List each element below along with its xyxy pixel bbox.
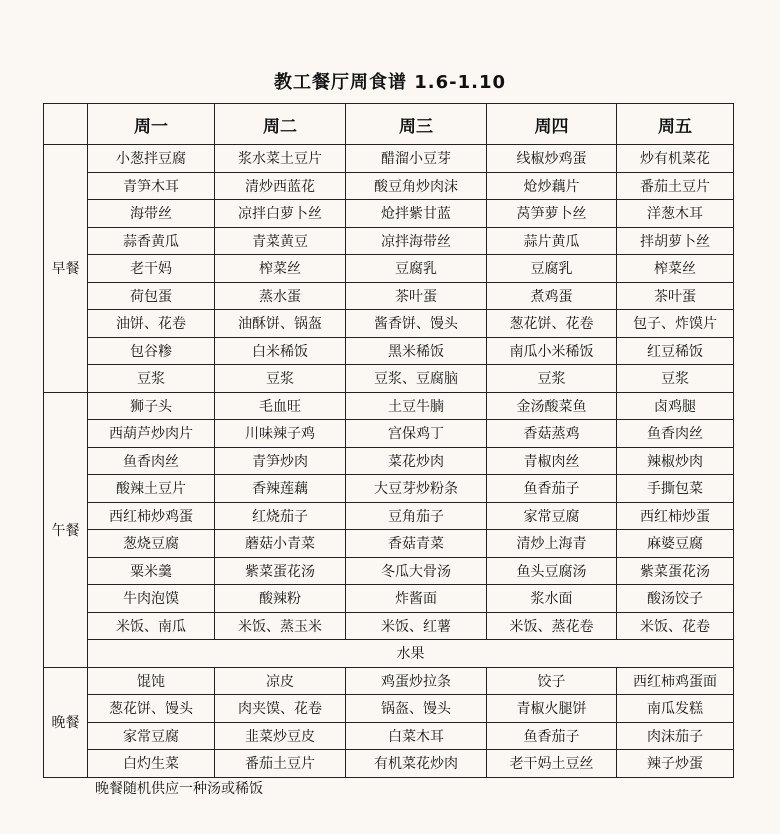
dish-cell: 西红柿炒鸡蛋 <box>88 502 215 530</box>
dish-cell: 豆腐乳 <box>346 255 487 283</box>
meal-label: 晚餐 <box>44 667 88 777</box>
dish-cell: 浆水菜土豆片 <box>215 145 346 173</box>
dish-cell: 豆浆 <box>487 365 617 393</box>
dish-cell: 蒜片黄瓜 <box>487 227 617 255</box>
menu-row <box>44 200 734 228</box>
dish-cell: 线椒炒鸡蛋 <box>487 145 617 173</box>
dish-cell: 豆浆 <box>88 365 215 393</box>
dish-cell: 白米稀饭 <box>215 337 346 365</box>
dish-cell: 青菜黄豆 <box>215 227 346 255</box>
meal-label: 午餐 <box>44 392 88 667</box>
dish-cell: 香菇蒸鸡 <box>487 420 617 448</box>
dish-cell: 鸡蛋炒拉条 <box>346 667 487 695</box>
dish-cell: 拌胡萝卜丝 <box>617 227 734 255</box>
dish-cell: 大豆芽炒粉条 <box>346 475 487 503</box>
menu-row <box>44 227 734 255</box>
menu-row <box>44 750 734 778</box>
dish-cell: 辣子炒蛋 <box>617 750 734 778</box>
dish-cell: 番茄土豆片 <box>215 750 346 778</box>
dish-cell: 老干妈土豆丝 <box>487 750 617 778</box>
dish-cell: 锅盔、馒头 <box>346 695 487 723</box>
dish-cell: 馄饨 <box>88 667 215 695</box>
dish-cell: 番茄土豆片 <box>617 172 734 200</box>
menu-row <box>44 447 734 475</box>
dish-cell: 鱼香茄子 <box>487 475 617 503</box>
dish-cell: 鱼香茄子 <box>487 722 617 750</box>
dish-cell: 酸辣粉 <box>215 585 346 613</box>
dish-cell: 白灼生菜 <box>88 750 215 778</box>
menu-row <box>44 145 734 173</box>
menu-row <box>44 255 734 283</box>
day-header: 周一 <box>88 104 215 145</box>
dish-cell: 鱼香肉丝 <box>88 447 215 475</box>
dish-cell: 酸辣土豆片 <box>88 475 215 503</box>
dish-cell: 清炒上海青 <box>487 530 617 558</box>
dish-cell: 川味辣子鸡 <box>215 420 346 448</box>
menu-row <box>44 365 734 393</box>
day-header: 周二 <box>215 104 346 145</box>
dish-cell: 粟米羹 <box>88 557 215 585</box>
dish-cell: 西红柿炒蛋 <box>617 502 734 530</box>
dish-cell: 莴笋萝卜丝 <box>487 200 617 228</box>
dish-cell: 炝炒藕片 <box>487 172 617 200</box>
menu-row <box>44 310 734 338</box>
dish-cell: 蒸水蛋 <box>215 282 346 310</box>
menu-row <box>44 420 734 448</box>
dish-cell: 土豆牛腩 <box>346 392 487 420</box>
dish-cell: 菜花炒肉 <box>346 447 487 475</box>
dish-cell: 葱花饼、馒头 <box>88 695 215 723</box>
menu-row <box>44 722 734 750</box>
dish-cell: 凉拌海带丝 <box>346 227 487 255</box>
dish-cell: 海带丝 <box>88 200 215 228</box>
dish-cell: 炸酱面 <box>346 585 487 613</box>
dish-cell: 葱烧豆腐 <box>88 530 215 558</box>
dish-cell: 葱花饼、花卷 <box>487 310 617 338</box>
menu-row <box>44 612 734 640</box>
dish-cell: 卤鸡腿 <box>617 392 734 420</box>
dish-cell: 凉皮 <box>215 667 346 695</box>
dish-cell: 青椒肉丝 <box>487 447 617 475</box>
dish-cell: 黑米稀饭 <box>346 337 487 365</box>
menu-row <box>44 172 734 200</box>
dish-cell: 红烧茄子 <box>215 502 346 530</box>
dish-cell: 青笋炒肉 <box>215 447 346 475</box>
dish-cell: 肉沫茄子 <box>617 722 734 750</box>
dish-cell: 荷包蛋 <box>88 282 215 310</box>
dish-cell: 饺子 <box>487 667 617 695</box>
dish-cell: 炝拌紫甘蓝 <box>346 200 487 228</box>
dish-cell: 酸豆角炒肉沫 <box>346 172 487 200</box>
dish-cell: 麻婆豆腐 <box>617 530 734 558</box>
dish-cell: 豆浆 <box>617 365 734 393</box>
dish-cell: 浆水面 <box>487 585 617 613</box>
dish-cell: 米饭、花卷 <box>617 612 734 640</box>
dish-cell: 豆浆 <box>215 365 346 393</box>
dish-cell: 西葫芦炒肉片 <box>88 420 215 448</box>
dish-cell: 榨菜丝 <box>215 255 346 283</box>
dish-cell: 煮鸡蛋 <box>487 282 617 310</box>
dish-cell: 油饼、花卷 <box>88 310 215 338</box>
dish-cell: 蒜香黄瓜 <box>88 227 215 255</box>
menu-row <box>44 530 734 558</box>
menu-row <box>44 475 734 503</box>
dish-cell: 辣椒炒肉 <box>617 447 734 475</box>
dish-cell: 豆浆、豆腐脑 <box>346 365 487 393</box>
menu-row <box>44 585 734 613</box>
meal-label: 早餐 <box>44 145 88 393</box>
menu-row <box>44 502 734 530</box>
dish-cell: 包子、炸馍片 <box>617 310 734 338</box>
fruit-row <box>44 640 734 668</box>
dish-cell: 西红柿鸡蛋面 <box>617 667 734 695</box>
day-header: 周三 <box>346 104 487 145</box>
dish-cell: 紫菜蛋花汤 <box>617 557 734 585</box>
dinner-note: 晚餐随机供应一种汤或稀饭 <box>95 781 263 797</box>
dish-cell: 青笋木耳 <box>88 172 215 200</box>
dish-cell: 米饭、蒸玉米 <box>215 612 346 640</box>
dish-cell: 蘑菇小青菜 <box>215 530 346 558</box>
dish-cell: 狮子头 <box>88 392 215 420</box>
dish-cell: 毛血旺 <box>215 392 346 420</box>
dish-cell: 南瓜小米稀饭 <box>487 337 617 365</box>
dish-cell: 清炒西蓝花 <box>215 172 346 200</box>
dish-cell: 家常豆腐 <box>88 722 215 750</box>
dish-cell: 紫菜蛋花汤 <box>215 557 346 585</box>
dish-cell: 炒有机菜花 <box>617 145 734 173</box>
dish-cell: 冬瓜大骨汤 <box>346 557 487 585</box>
dish-cell: 米饭、红薯 <box>346 612 487 640</box>
menu-row <box>44 282 734 310</box>
dish-cell: 红豆稀饭 <box>617 337 734 365</box>
dish-cell: 茶叶蛋 <box>617 282 734 310</box>
dish-cell: 有机菜花炒肉 <box>346 750 487 778</box>
dish-cell: 家常豆腐 <box>487 502 617 530</box>
page-title: 教工餐厅周食谱 1.6-1.10 <box>273 72 507 93</box>
dish-cell: 洋葱木耳 <box>617 200 734 228</box>
header-row <box>44 104 734 145</box>
day-header: 周四 <box>487 104 617 145</box>
menu-row <box>44 557 734 585</box>
corner-cell <box>44 104 88 145</box>
dish-cell: 鱼香肉丝 <box>617 420 734 448</box>
dish-cell: 榨菜丝 <box>617 255 734 283</box>
fruit-cell: 水果 <box>88 640 734 668</box>
dish-cell: 青椒火腿饼 <box>487 695 617 723</box>
menu-row <box>44 667 734 695</box>
dish-cell: 米饭、蒸花卷 <box>487 612 617 640</box>
dish-cell: 老干妈 <box>88 255 215 283</box>
dish-cell: 米饭、南瓜 <box>88 612 215 640</box>
dish-cell: 牛肉泡馍 <box>88 585 215 613</box>
dish-cell: 豆腐乳 <box>487 255 617 283</box>
dish-cell: 金汤酸菜鱼 <box>487 392 617 420</box>
dish-cell: 包谷糁 <box>88 337 215 365</box>
dish-cell: 茶叶蛋 <box>346 282 487 310</box>
dish-cell: 香辣莲藕 <box>215 475 346 503</box>
dish-cell: 白菜木耳 <box>346 722 487 750</box>
weekly-menu-table <box>43 103 734 778</box>
day-header: 周五 <box>617 104 734 145</box>
dish-cell: 南瓜发糕 <box>617 695 734 723</box>
dish-cell: 豆角茄子 <box>346 502 487 530</box>
menu-row <box>44 695 734 723</box>
dish-cell: 小葱拌豆腐 <box>88 145 215 173</box>
dish-cell: 手撕包菜 <box>617 475 734 503</box>
menu-row <box>44 392 734 420</box>
dish-cell: 宫保鸡丁 <box>346 420 487 448</box>
dish-cell: 油酥饼、锅盔 <box>215 310 346 338</box>
dish-cell: 鱼头豆腐汤 <box>487 557 617 585</box>
dish-cell: 韭菜炒豆皮 <box>215 722 346 750</box>
menu-row <box>44 337 734 365</box>
dish-cell: 肉夹馍、花卷 <box>215 695 346 723</box>
dish-cell: 酱香饼、馒头 <box>346 310 487 338</box>
dish-cell: 酸汤饺子 <box>617 585 734 613</box>
dish-cell: 香菇青菜 <box>346 530 487 558</box>
dish-cell: 醋溜小豆芽 <box>346 145 487 173</box>
dish-cell: 凉拌白萝卜丝 <box>215 200 346 228</box>
